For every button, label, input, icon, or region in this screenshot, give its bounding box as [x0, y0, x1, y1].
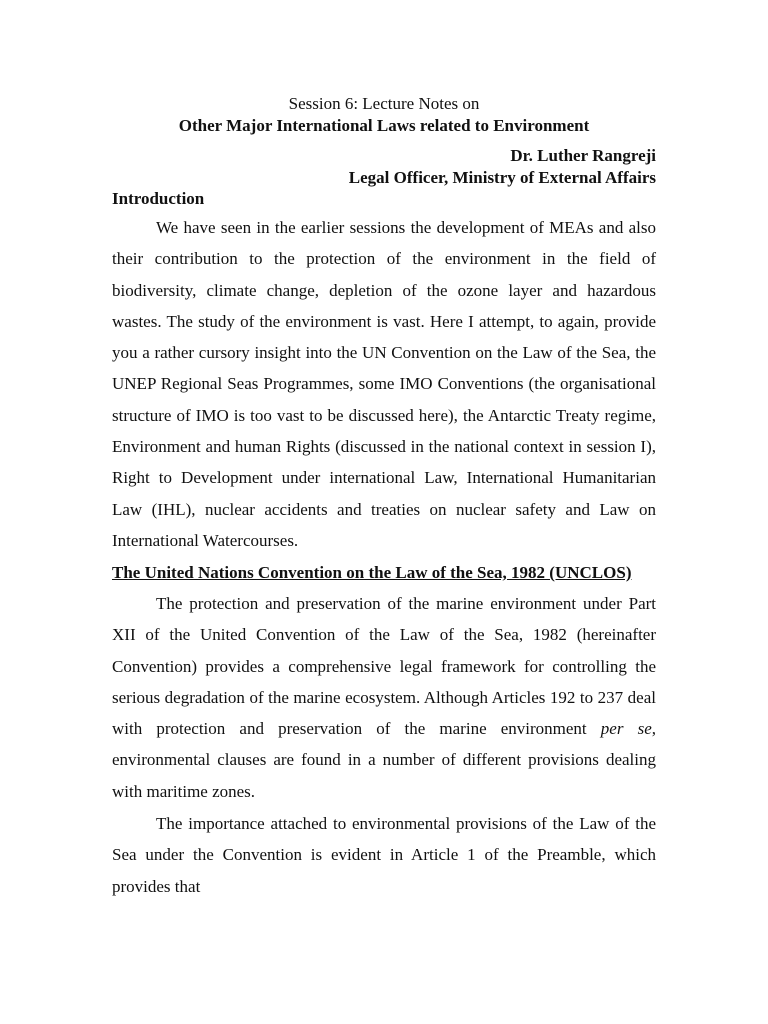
author-name: Dr. Luther Rangreji: [510, 146, 656, 165]
author-title: Legal Officer, Ministry of External Affairs: [348, 168, 656, 187]
introduction-heading: Introduction: [112, 189, 205, 208]
introduction-paragraph: [112, 212, 656, 556]
unclos-paragraph-1-text: The protection and preservation of the marine environment under Part XII of the United Convention of the Law of the Sea, 1982 (hereinafter Convention) provides a comprehensive legal framework for controlling the serious degradation of the marine ecosystem. Although Articles 192 to 237 deal with protection and preservation of the marine environment: [112, 594, 656, 739]
unclos-heading: The United Nations Convention on the Law of the Sea, 1982 (UNCLOS): [112, 563, 632, 582]
session-line: Session 6: Lecture Notes on: [288, 94, 480, 113]
unclos-paragraph-1: [112, 588, 656, 807]
latin-term-per-se: per se: [600, 719, 652, 739]
unclos-paragraph-2-text: The importance attached to environmental provisions of the Law of the Sea under the Convention is evident in Article 1 of the Preamble, which provides that: [112, 814, 656, 896]
unclos-paragraph-2: [112, 808, 656, 902]
unclos-paragraph-1-tail: , environmental clauses are found in a number of different provisions dealing with maritime zones.: [112, 719, 656, 801]
introduction-paragraph-text: We have seen in the earlier sessions the development of MEAs and also their contribution to the protection of the environment in the field of biodiversity, climate change, depletion of the ozone layer and hazardous wastes. The study of the environment is vast. Here I attempt, to again, provide you a rather cursory insight into the UN Convention on the Law of the Sea, the UNEP Regional Seas Programmes, some IMO Conventions (the organisational structure of IMO is too vast to be discussed here), the Antarctic Treaty regime, Environment and human Rights (discussed in the national context in session I), Right to Development under international Law, International Humanitarian Law (IHL), nuclear accidents and treaties on nuclear safety and Law on International Watercourses.: [112, 218, 656, 550]
document-title: Other Major International Laws related to Environment: [178, 116, 590, 135]
